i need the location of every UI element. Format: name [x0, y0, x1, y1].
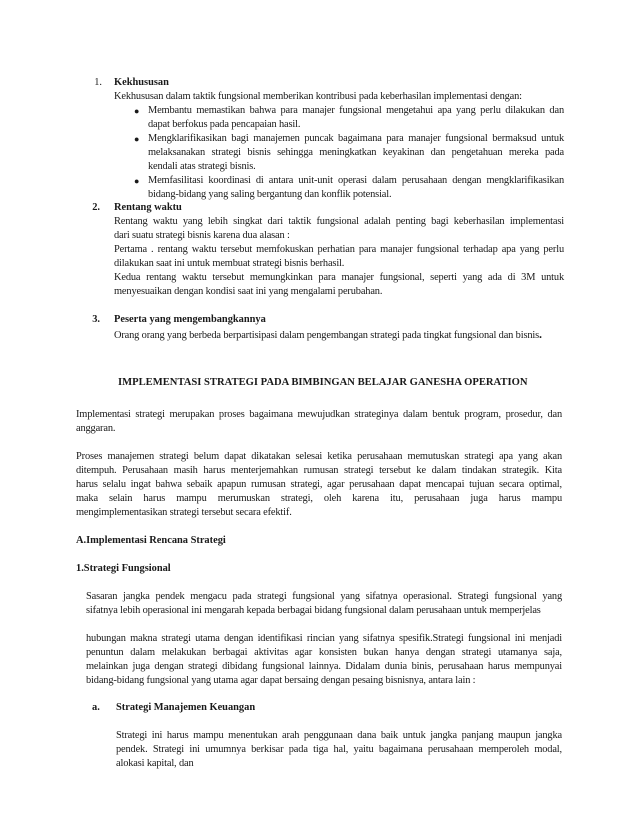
- paragraph-line: pendek. Strategi ini umumnya berkisar pada tiga hal, yaitu bagaimana perusahaan memperoleh modal,: [116, 744, 562, 755]
- paragraph-line: Sasaran jangka pendek mengacu pada strategi fungsional yang sifatnya operasional. Strategi fungsional yang: [86, 591, 562, 602]
- paragraph-line: mengimplementasikan strategi tersebut secara efektif.: [76, 507, 292, 518]
- list-number: 1.: [94, 77, 102, 88]
- sub-letter: a.: [92, 702, 100, 713]
- list-text: dari suatu strategi bisnis karena dua alasan :: [114, 230, 290, 241]
- sub-heading: Strategi Manajemen Keuangan: [116, 702, 256, 713]
- list-heading: Rentang waktu: [114, 202, 182, 213]
- paragraph-line: melainkan juga dengan strategi dibidang fungsional lainnya. Didalam dunia binis, perusahaan harus mempunyai: [86, 661, 562, 672]
- list-text: Kedua rentang waktu tersebut memungkinkan para manajer fungsional, seperti yang ada di 3M untuk: [114, 272, 564, 283]
- list-text: Rentang waktu yang lebih singkat dari taktik fungsional adalah penting bagi keberhasilan implementasi: [114, 216, 564, 227]
- paragraph-line: sifatnya lebih operasional ini mengarah kepada berbagai bidang fungsional dalam perusahaan untuk memperjelas: [86, 605, 541, 616]
- paragraph-line: ditempuh. Perusahaan masih harus menterjemahkan rumusan strategi tersebut ke dalam tindakan strategik. Kita: [76, 465, 562, 476]
- section-title: IMPLEMENTASI STRATEGI PADA BIMBINGAN BELAJAR GANESHA OPERATION: [118, 377, 528, 388]
- bullet-text: bidang-bidang yang saling bergantung dan konflik potensial.: [148, 189, 392, 200]
- paragraph-line: Strategi ini harus mampu menentukan arah penggunaan dana baik untuk jangka panjang maupun jangka: [116, 730, 562, 741]
- paragraph-line: bidang-bidang fungsional yang utama agar dapat bersaing dengan pesaing bisnisnya, antara lain :: [86, 675, 476, 686]
- list-heading: Kekhususan: [114, 77, 169, 88]
- list-text: Pertama . rentang waktu tersebut memfokuskan perhatian para manajer fungsional terhadap apa yang perlu: [114, 244, 564, 255]
- bullet-text: kendali atas strategi bisnis.: [148, 161, 256, 172]
- bullet-text: Mengklarifikasikan bagi manajemen puncak bagaimana para manajer fungsional bermaksud untuk: [148, 133, 564, 144]
- list-text: dilakukan saat ini untuk membuat strategi bisnis berhasil.: [114, 258, 345, 269]
- bullet-text: melaksanakan strategi bisnis sehingga meningkatkan keyakinan dan pengetahuan mereka pada: [148, 147, 564, 158]
- bullet-text: Memfasilitasi koordinasi di antara unit-unit operasi dalam perusahaan dengan mengklarifikasikan: [148, 175, 564, 186]
- list-text: Kekhususan dalam taktik fungsional memberikan kontribusi pada keberhasilan implementasi dengan:: [114, 91, 522, 102]
- paragraph-line: Implementasi strategi merupakan proses bagaimana mewujudkan strateginya dalam bentuk program, prosedur, dan: [76, 409, 562, 420]
- paragraph-line: alokasi kapital, dan: [116, 758, 194, 769]
- list-number: 2.: [92, 202, 100, 213]
- heading-implementasi: A.Implementasi Rencana Strategi: [76, 535, 226, 546]
- list-text: menyesuaikan dengan kondisi saat ini yang mengalami perubahan.: [114, 286, 383, 297]
- paragraph-line: penuntun dalam melakukan berbagai aktivitas agar konsisten bukan hanya dengan strategi utamanya saja,: [86, 647, 562, 658]
- bullet-text: dapat berfokus pada pencapaian hasil.: [148, 119, 301, 130]
- paragraph-line: Proses manajemen strategi belum dapat dikatakan selesai ketika perusahaan memutuskan strategi apa yang akan: [76, 451, 562, 462]
- list-heading: Peserta yang mengembangkannya: [114, 314, 266, 325]
- paragraph-line: harus selalu ingat bahwa sebaik apapun rumusan strategi, agar perusahaan dapat mencapai tujuan secara optimal,: [76, 479, 562, 490]
- paragraph-line: maka selain harus mampu merumuskan strategi, oleh karena itu, perusahaan juga harus mampu: [76, 493, 562, 504]
- bullet-icon: ●: [134, 176, 140, 186]
- heading-strategi-fungsional: 1.Strategi Fungsional: [76, 563, 171, 574]
- paragraph-line: anggaran.: [76, 423, 116, 434]
- paragraph-line: hubungan makna strategi utama dengan identifikasi rincian yang sifatnya spesifik.Strategi fungsional ini menjadi: [86, 633, 562, 644]
- bullet-icon: ●: [134, 134, 140, 144]
- list-number: 3.: [92, 314, 100, 325]
- bullet-icon: ●: [134, 106, 140, 116]
- list-text: Orang orang yang berbeda berpartisipasi dalam pengembangan strategi pada tingkat fungsional dan bisnis.: [114, 327, 542, 341]
- bullet-text: Membantu memastikan bahwa para manajer fungsional mengetahui apa yang perlu dilakukan dan: [148, 105, 564, 116]
